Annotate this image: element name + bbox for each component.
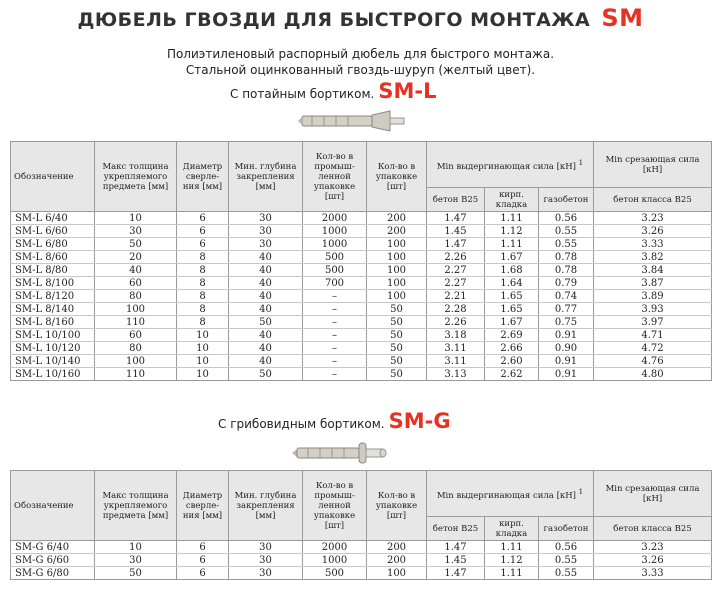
cell-designation: SM-L 10/160 (11, 368, 95, 381)
cell-min-depth: 50 (229, 368, 303, 381)
cell-pullout-brick: 1.11 (485, 238, 539, 251)
cell-industrial-qty: – (303, 368, 367, 381)
cell-pullout-gas-concrete: 0.55 (539, 554, 594, 567)
cell-pullout-gas-concrete: 0.91 (539, 329, 594, 342)
cell-diameter: 6 (177, 554, 229, 567)
cell-package-qty: 100 (367, 277, 427, 290)
cell-pullout-brick: 2.66 (485, 342, 539, 355)
cell-designation: SM-L 8/160 (11, 316, 95, 329)
cell-pullout-gas-concrete: 0.75 (539, 316, 594, 329)
cell-max-thickness: 30 (95, 225, 177, 238)
cell-max-thickness: 20 (95, 251, 177, 264)
cell-pullout-gas-concrete: 0.55 (539, 225, 594, 238)
cell-industrial-qty: 1000 (303, 238, 367, 251)
header-min-depth: Мин. глубина закрепления [мм] (229, 142, 303, 212)
cell-package-qty: 50 (367, 316, 427, 329)
page-title (0, 4, 721, 32)
header-brick: кирп. кладка (485, 517, 539, 541)
header-concrete-class: бетон класса B25 (594, 188, 712, 212)
cell-pullout-brick: 1.67 (485, 251, 539, 264)
section-l-label: С потайным бортиком. (230, 87, 375, 101)
cell-pullout-gas-concrete: 0.79 (539, 277, 594, 290)
header-gas-concrete: газобетон (539, 517, 594, 541)
cell-pullout-concrete: 1.47 (427, 567, 485, 580)
cell-package-qty: 200 (367, 225, 427, 238)
table-row (11, 277, 712, 290)
cell-package-qty: 50 (367, 342, 427, 355)
cell-min-depth: 30 (229, 225, 303, 238)
section-l-heading (230, 79, 436, 103)
cell-min-depth: 30 (229, 554, 303, 567)
cell-package-qty: 100 (367, 290, 427, 303)
cell-pullout-brick: 1.12 (485, 554, 539, 567)
header-min-depth: Мин. глубина закрепления [мм] (229, 471, 303, 541)
table-row (11, 368, 712, 381)
header-concrete-class: бетон класса B25 (594, 517, 712, 541)
cell-pullout-gas-concrete: 0.91 (539, 368, 594, 381)
cell-shear-concrete: 4.72 (594, 342, 712, 355)
cell-package-qty: 100 (367, 251, 427, 264)
cell-diameter: 8 (177, 290, 229, 303)
cell-max-thickness: 100 (95, 303, 177, 316)
cell-designation: SM-L 8/120 (11, 290, 95, 303)
cell-pullout-gas-concrete: 0.78 (539, 264, 594, 277)
cell-industrial-qty: – (303, 303, 367, 316)
cell-shear-concrete: 3.23 (594, 541, 712, 554)
cell-designation: SM-L 10/120 (11, 342, 95, 355)
cell-package-qty: 100 (367, 238, 427, 251)
table-row (11, 342, 712, 355)
table-row (11, 541, 712, 554)
cell-designation: SM-L 6/40 (11, 212, 95, 225)
cell-min-depth: 30 (229, 238, 303, 251)
cell-pullout-concrete: 2.27 (427, 264, 485, 277)
header-gas-concrete: газобетон (539, 188, 594, 212)
cell-designation: SM-L 8/60 (11, 251, 95, 264)
cell-min-depth: 40 (229, 290, 303, 303)
cell-max-thickness: 80 (95, 342, 177, 355)
cell-diameter: 8 (177, 303, 229, 316)
cell-max-thickness: 80 (95, 290, 177, 303)
header-pullout-text: Min выдергинающая сила [кН] (436, 490, 576, 501)
table-row (11, 238, 712, 251)
header-brick: кирп. кладка (485, 188, 539, 212)
table-row (11, 316, 712, 329)
sm-l-table-body (11, 212, 712, 381)
cell-min-depth: 40 (229, 355, 303, 368)
cell-pullout-brick: 2.62 (485, 368, 539, 381)
cell-industrial-qty: 500 (303, 567, 367, 580)
cell-pullout-brick: 1.64 (485, 277, 539, 290)
cell-diameter: 8 (177, 264, 229, 277)
cell-shear-concrete: 4.76 (594, 355, 712, 368)
table-row (11, 567, 712, 580)
cell-max-thickness: 50 (95, 238, 177, 251)
cell-diameter: 8 (177, 316, 229, 329)
cell-pullout-concrete: 2.28 (427, 303, 485, 316)
cell-pullout-concrete: 1.45 (427, 225, 485, 238)
cell-diameter: 8 (177, 251, 229, 264)
cell-shear-concrete: 3.93 (594, 303, 712, 316)
header-shear: Min срезающая сила [кН] (594, 471, 712, 517)
table-row (11, 355, 712, 368)
cell-min-depth: 50 (229, 316, 303, 329)
table-row (11, 290, 712, 303)
cell-min-depth: 40 (229, 277, 303, 290)
sm-l-table (10, 141, 712, 381)
cell-shear-concrete: 3.26 (594, 225, 712, 238)
cell-designation: SM-G 6/60 (11, 554, 95, 567)
cell-diameter: 6 (177, 225, 229, 238)
cell-diameter: 10 (177, 342, 229, 355)
cell-designation: SM-L 10/100 (11, 329, 95, 342)
cell-pullout-brick: 1.68 (485, 264, 539, 277)
table-row (11, 329, 712, 342)
cell-pullout-concrete: 3.11 (427, 355, 485, 368)
cell-pullout-gas-concrete: 0.90 (539, 342, 594, 355)
countersunk-dowel-image (298, 110, 410, 132)
subtitle-line-2: Стальной оцинкованный гвоздь-шуруп (желтый цвет). (185, 63, 536, 77)
cell-shear-concrete: 3.89 (594, 290, 712, 303)
cell-pullout-concrete: 3.13 (427, 368, 485, 381)
cell-industrial-qty: – (303, 355, 367, 368)
cell-industrial-qty: 2000 (303, 212, 367, 225)
cell-diameter: 6 (177, 567, 229, 580)
cell-pullout-gas-concrete: 0.56 (539, 212, 594, 225)
cell-pullout-brick: 1.11 (485, 567, 539, 580)
cell-shear-concrete: 3.82 (594, 251, 712, 264)
cell-package-qty: 50 (367, 303, 427, 316)
cell-pullout-gas-concrete: 0.77 (539, 303, 594, 316)
cell-package-qty: 50 (367, 355, 427, 368)
cell-max-thickness: 60 (95, 329, 177, 342)
cell-designation: SM-G 6/40 (11, 541, 95, 554)
header-designation: Обозначение (11, 142, 95, 212)
header-package-qty: Кол-во в упаковке [шт] (367, 471, 427, 541)
section-g-heading (218, 409, 451, 433)
cell-pullout-gas-concrete: 0.56 (539, 541, 594, 554)
cell-pullout-gas-concrete: 0.55 (539, 238, 594, 251)
header-pullout (427, 142, 594, 188)
cell-designation: SM-L 6/60 (11, 225, 95, 238)
cell-pullout-gas-concrete: 0.74 (539, 290, 594, 303)
cell-min-depth: 30 (229, 541, 303, 554)
cell-shear-concrete: 3.23 (594, 212, 712, 225)
cell-diameter: 6 (177, 212, 229, 225)
cell-package-qty: 100 (367, 264, 427, 277)
cell-pullout-gas-concrete: 0.78 (539, 251, 594, 264)
cell-pullout-brick: 1.65 (485, 290, 539, 303)
header-concrete: бетон B25 (427, 188, 485, 212)
header-diameter: Диаметр сверле-ния [мм] (177, 142, 229, 212)
cell-min-depth: 30 (229, 212, 303, 225)
cell-shear-concrete: 3.87 (594, 277, 712, 290)
cell-max-thickness: 40 (95, 264, 177, 277)
cell-designation: SM-L 8/140 (11, 303, 95, 316)
cell-pullout-concrete: 2.26 (427, 251, 485, 264)
cell-diameter: 10 (177, 355, 229, 368)
cell-max-thickness: 10 (95, 212, 177, 225)
cell-package-qty: 50 (367, 368, 427, 381)
cell-package-qty: 50 (367, 329, 427, 342)
cell-designation: SM-L 8/100 (11, 277, 95, 290)
cell-industrial-qty: 1000 (303, 225, 367, 238)
table-row (11, 225, 712, 238)
cell-pullout-concrete: 2.26 (427, 316, 485, 329)
cell-designation: SM-G 6/80 (11, 567, 95, 580)
cell-shear-concrete: 3.33 (594, 238, 712, 251)
cell-shear-concrete: 3.33 (594, 567, 712, 580)
cell-max-thickness: 110 (95, 368, 177, 381)
cell-industrial-qty: 500 (303, 251, 367, 264)
cell-pullout-concrete: 3.18 (427, 329, 485, 342)
cell-shear-concrete: 3.26 (594, 554, 712, 567)
cell-min-depth: 40 (229, 342, 303, 355)
cell-pullout-concrete: 2.21 (427, 290, 485, 303)
cell-pullout-concrete: 3.11 (427, 342, 485, 355)
cell-pullout-concrete: 1.47 (427, 238, 485, 251)
header-shear: Min срезающая сила [кН] (594, 142, 712, 188)
sm-g-table-body (11, 541, 712, 580)
cell-diameter: 8 (177, 277, 229, 290)
title-brand: SM (601, 4, 644, 32)
cell-industrial-qty: 500 (303, 264, 367, 277)
header-max-thickness: Макс толщина укрепляемого предмета [мм] (95, 471, 177, 541)
cell-max-thickness: 30 (95, 554, 177, 567)
table-row (11, 554, 712, 567)
section-g-label: С грибовидным бортиком. (218, 417, 385, 431)
sm-g-table (10, 470, 712, 580)
cell-min-depth: 40 (229, 329, 303, 342)
cell-max-thickness: 10 (95, 541, 177, 554)
header-pullout (427, 471, 594, 517)
cell-industrial-qty: – (303, 342, 367, 355)
cell-industrial-qty: 1000 (303, 554, 367, 567)
cell-shear-concrete: 3.97 (594, 316, 712, 329)
cell-pullout-brick: 1.11 (485, 541, 539, 554)
header-designation: Обозначение (11, 471, 95, 541)
section-g-brand: SM-G (388, 409, 451, 433)
cell-pullout-brick: 1.11 (485, 212, 539, 225)
cell-designation: SM-L 6/80 (11, 238, 95, 251)
cell-max-thickness: 110 (95, 316, 177, 329)
table-row (11, 264, 712, 277)
cell-package-qty: 200 (367, 541, 427, 554)
cell-shear-concrete: 4.80 (594, 368, 712, 381)
table-row (11, 303, 712, 316)
table-row (11, 212, 712, 225)
cell-diameter: 10 (177, 329, 229, 342)
cell-pullout-gas-concrete: 0.91 (539, 355, 594, 368)
cell-shear-concrete: 3.84 (594, 264, 712, 277)
cell-pullout-concrete: 1.47 (427, 541, 485, 554)
cell-designation: SM-L 10/140 (11, 355, 95, 368)
header-pullout-note: 1 (578, 486, 584, 496)
cell-pullout-brick: 1.67 (485, 316, 539, 329)
section-l-brand: SM-L (378, 79, 437, 103)
cell-shear-concrete: 4.71 (594, 329, 712, 342)
cell-min-depth: 40 (229, 264, 303, 277)
header-concrete: бетон B25 (427, 517, 485, 541)
title-text: ДЮБЕЛЬ ГВОЗДИ ДЛЯ БЫСТРОГО МОНТАЖА (77, 9, 591, 31)
header-package-qty: Кол-во в упаковке [шт] (367, 142, 427, 212)
cell-diameter: 6 (177, 238, 229, 251)
header-max-thickness: Макс толщина укрепляемого предмета [мм] (95, 142, 177, 212)
cell-min-depth: 30 (229, 567, 303, 580)
header-industrial-qty: Кол-во в промыш-ленной упаковке [шт] (303, 142, 367, 212)
cell-industrial-qty: – (303, 290, 367, 303)
cell-max-thickness: 100 (95, 355, 177, 368)
cell-industrial-qty: 700 (303, 277, 367, 290)
cell-pullout-concrete: 1.47 (427, 212, 485, 225)
cell-industrial-qty: – (303, 329, 367, 342)
cell-pullout-brick: 2.60 (485, 355, 539, 368)
header-industrial-qty: Кол-во в промыш-ленной упаковке [шт] (303, 471, 367, 541)
mushroom-dowel-image (292, 440, 392, 466)
cell-pullout-concrete: 1.45 (427, 554, 485, 567)
cell-diameter: 10 (177, 368, 229, 381)
header-diameter: Диаметр сверле-ния [мм] (177, 471, 229, 541)
cell-pullout-brick: 1.65 (485, 303, 539, 316)
header-pullout-note: 1 (578, 157, 584, 167)
cell-diameter: 6 (177, 541, 229, 554)
cell-max-thickness: 60 (95, 277, 177, 290)
cell-designation: SM-L 8/80 (11, 264, 95, 277)
cell-min-depth: 40 (229, 303, 303, 316)
cell-package-qty: 200 (367, 212, 427, 225)
table-row (11, 251, 712, 264)
cell-pullout-gas-concrete: 0.55 (539, 567, 594, 580)
cell-pullout-brick: 2.69 (485, 329, 539, 342)
cell-min-depth: 40 (229, 251, 303, 264)
header-pullout-text: Min выдергинающая сила [кН] (436, 161, 576, 172)
subtitle-line-1: Полиэтиленовый распорный дюбель для быстрого монтажа. (166, 47, 555, 61)
cell-pullout-concrete: 2.27 (427, 277, 485, 290)
cell-package-qty: 200 (367, 554, 427, 567)
cell-package-qty: 100 (367, 567, 427, 580)
cell-max-thickness: 50 (95, 567, 177, 580)
cell-industrial-qty: – (303, 316, 367, 329)
cell-industrial-qty: 2000 (303, 541, 367, 554)
cell-pullout-brick: 1.12 (485, 225, 539, 238)
